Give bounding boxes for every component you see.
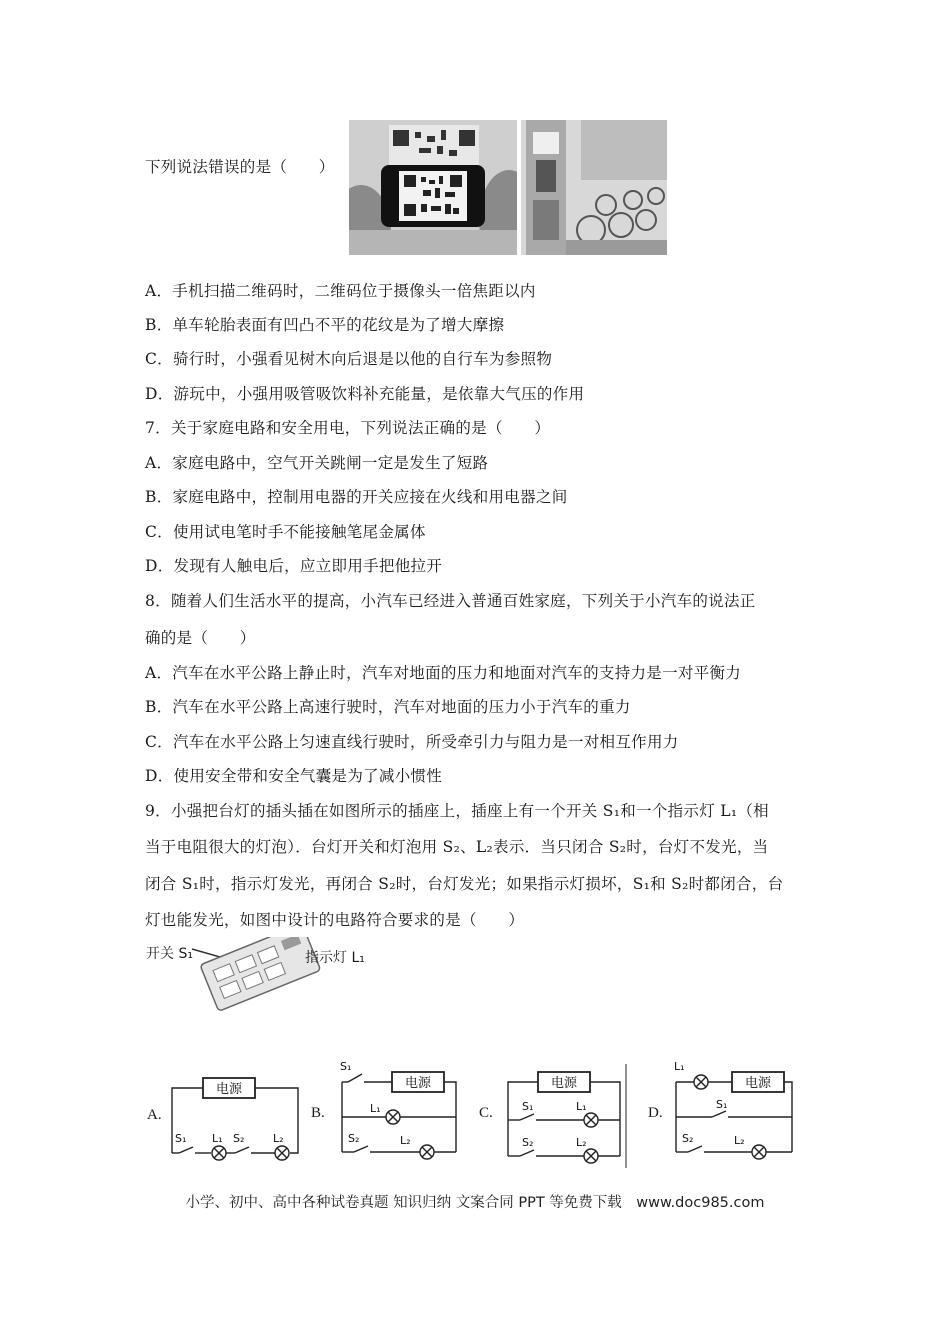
choice-a-label: A. bbox=[147, 1107, 162, 1123]
footer-ad: 小学、初中、高中各种试卷真题 知识归纳 文案合同 PPT 等免费下载 www.doc985.com bbox=[185, 1195, 765, 1211]
q7-option-d: D．发现有人触电后，应立即用手把他拉开 bbox=[145, 557, 443, 575]
circuit-b bbox=[334, 1060, 464, 1166]
circuit-c-l1: L₁ bbox=[576, 1100, 587, 1113]
circuit-d-power: 电源 bbox=[744, 1076, 772, 1091]
q9-line2: 当于电阻很大的灯泡）．台灯开关和灯泡用 S₂、L₂表示．当只闭合 S₂时，台灯不发光，当 bbox=[145, 838, 769, 856]
q9-line1: 9．小强把台灯的插头插在如图所示的插座上，插座上有一个开关 S₁和一个指示灯 L₁（相 bbox=[145, 802, 769, 820]
q7-option-c: C．使用试电笔时手不能接触笔尾金属体 bbox=[145, 523, 426, 541]
qr-scan-photo bbox=[349, 120, 517, 255]
circuit-b-l1: L₁ bbox=[370, 1102, 381, 1115]
choice-b-label: B. bbox=[311, 1105, 325, 1121]
q8-option-c: C．汽车在水平公路上匀速直线行驶时，所受牵引力与阻力是一对相互作用力 bbox=[145, 733, 679, 751]
q7-option-a: A．家庭电路中，空气开关跳闸一定是发生了短路 bbox=[145, 454, 489, 472]
q6-option-b: B．单车轮胎表面有凹凸不平的花纹是为了增大摩擦 bbox=[145, 316, 505, 334]
circuit-d-s1: S₁ bbox=[716, 1098, 728, 1111]
circuit-c-s1: S₁ bbox=[522, 1100, 534, 1113]
circuit-d-s2: S₂ bbox=[682, 1132, 694, 1145]
q6-option-a: A．手机扫描二维码时，二维码位于摄像头一倍焦距以内 bbox=[145, 282, 536, 300]
q8-option-b: B．汽车在水平公路上高速行驶时，汽车对地面的压力小于汽车的重力 bbox=[145, 698, 631, 716]
label-switch-s1: 开关 S₁ bbox=[146, 946, 193, 962]
circuit-d bbox=[668, 1060, 800, 1166]
circuit-a bbox=[165, 1068, 307, 1168]
label-indicator-l1: 指示灯 L₁ bbox=[305, 950, 365, 966]
circuit-b-power: 电源 bbox=[404, 1076, 432, 1091]
q7-option-b: B．家庭电路中，控制用电器的开关应接在火线和用电器之间 bbox=[145, 488, 568, 506]
choice-c-label: C. bbox=[479, 1105, 493, 1121]
q7-stem: 7．关于家庭电路和安全用电，下列说法正确的是（ ） bbox=[145, 419, 551, 437]
q8-option-a: A．汽车在水平公路上静止时，汽车对地面的压力和地面对汽车的支持力是一对平衡力 bbox=[145, 664, 742, 682]
q8-stem-line2: 确的是（ ） bbox=[145, 629, 256, 647]
q6-option-c: C．骑行时，小强看见树木向后退是以他的自行车为参照物 bbox=[145, 350, 553, 368]
q9-line3: 闭合 S₁时，指示灯发光，再闭合 S₂时，台灯发光；如果指示灯损坏，S₁和 S₂时都闭合，台 bbox=[145, 875, 784, 893]
circuit-a-s1: S₁ bbox=[175, 1132, 187, 1145]
circuit-a-l2: L₂ bbox=[273, 1132, 284, 1145]
circuit-b-l2: L₂ bbox=[400, 1134, 411, 1147]
circuit-a-l1: L₁ bbox=[212, 1132, 223, 1145]
q6-stem: 下列说法错误的是（ ） bbox=[145, 158, 335, 176]
circuit-c bbox=[500, 1064, 630, 1168]
circuit-c-s2: S₂ bbox=[522, 1136, 534, 1149]
circuit-b-s1: S₁ bbox=[340, 1060, 352, 1073]
circuit-c-l2: L₂ bbox=[576, 1136, 587, 1149]
circuit-a-s2: S₂ bbox=[233, 1132, 245, 1145]
q6-option-d: D．游玩中，小强用吸管吸饮料补充能量，是依靠大气压的作用 bbox=[145, 385, 585, 403]
q9-line4: 灯也能发光，如图中设计的电路符合要求的是（ ） bbox=[145, 911, 525, 929]
circuit-d-l2: L₂ bbox=[734, 1134, 745, 1147]
q8-stem-line1: 8．随着人们生活水平的提高，小汽车已经进入普通百姓家庭，下列关于小汽车的说法正 bbox=[145, 592, 756, 610]
choice-d-label: D. bbox=[648, 1105, 663, 1121]
q8-option-d: D．使用安全带和安全气囊是为了减小惯性 bbox=[145, 767, 443, 785]
circuit-a-power: 电源 bbox=[215, 1082, 243, 1097]
circuit-d-l1: L₁ bbox=[674, 1060, 685, 1073]
shared-bikes-photo bbox=[521, 120, 667, 255]
circuit-c-power: 电源 bbox=[550, 1076, 578, 1091]
circuit-b-s2: S₂ bbox=[348, 1132, 360, 1145]
